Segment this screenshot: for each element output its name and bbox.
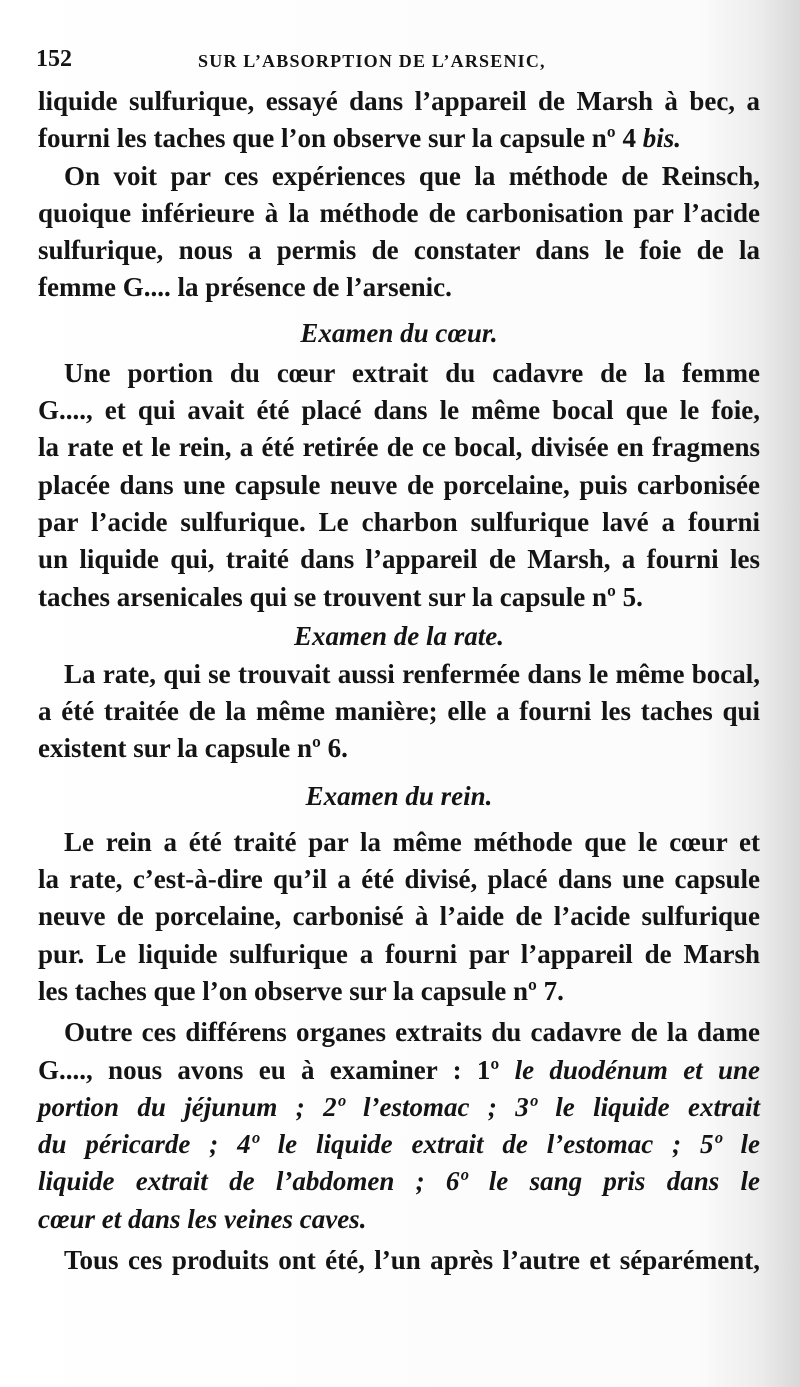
text-line: sulfurique, nous a permis de constater dans le foie de la [38,235,760,266]
text-line: placée dans une capsule neuve de porcelaine, puis carbonisée [38,469,760,500]
text-line: Une portion du cœur extrait du cadavre de la femme [64,357,760,388]
text-line: quoique inférieure à la méthode de carbonisation par l’acide [38,197,760,228]
text-line-italic: portion du jéjunum ; 2º l’estomac ; 3º le liquide extrait [38,1091,760,1122]
text-line: la rate et le rein, a été retirée de ce bocal, divisée en fragmens [38,432,760,463]
text-line: neuve de porcelaine, carbonisé à l’aide de l’acide sulfurique [38,901,760,932]
text-segment: fourni les taches que l’on observe sur la capsule nº 4 [38,123,643,154]
text-line: pur. Le liquide sulfurique a fourni par l’appareil de Marsh [38,938,760,969]
text-line: Tous ces produits ont été, l’un après l’autre et séparément, [64,1245,760,1276]
text-line: Le rein a été traité par la même méthode que le cœur et [64,826,760,857]
section-heading-coeur: Examen du cœur. [300,317,498,348]
text-line: liquide sulfurique, essayé dans l’appareil de Marsh à bec, a [38,86,760,116]
text-line: existent sur la capsule nº 6. [38,733,348,764]
text-line: les taches que l’on observe sur la capsule nº 7. [38,975,564,1006]
page-number: 152 [36,46,72,72]
page-header [36,44,776,78]
text-line: Outre ces différens organes extraits du cadavre de la dame [64,1017,760,1048]
body-text [38,83,760,1279]
text-line-italic: liquide extrait de l’abdomen ; 6º le sang pris dans le [38,1166,760,1197]
text-segment-italic: bis. [642,123,681,154]
text-line: La rate, qui se trouvait aussi renfermée dans le même bocal, [64,658,760,689]
text-line [38,120,760,157]
text-line [38,1052,760,1089]
text-line: On voit par ces expériences que la méthode de Reinsch, [64,160,760,191]
text-line-italic: du péricarde ; 4º le liquide extrait de l’estomac ; 5º le [38,1129,760,1160]
spacer [38,768,760,776]
spacer [38,816,760,824]
text-line-italic: cœur et dans les veines caves. [38,1203,367,1234]
section-heading-rate: Examen de la rate. [294,620,504,651]
text-line: la rate, c’est-à-dire qu’il a été divisé, placé dans une capsule [38,864,760,895]
text-line: G...., et qui avait été placé dans le même bocal que le foie, [38,395,760,426]
text-line: femme G.... la présence de l’arsenic. [38,272,452,303]
text-line: a été traitée de la même manière; elle a fourni les taches qui [38,696,760,727]
running-head: SUR L’ABSORPTION DE L’ARSENIC, [198,51,546,71]
text-line: un liquide qui, traité dans l’appareil de Marsh, a fourni les [38,544,760,575]
text-line: taches arsenicales qui se trouvent sur la capsule nº 5. [38,581,643,612]
text-segment-italic: le duodénum et une [514,1054,760,1085]
text-segment: G...., nous avons eu à examiner : 1º [38,1054,515,1085]
text-line: par l’acide sulfurique. Le charbon sulfurique lavé a fourni [38,506,760,537]
section-heading-rein: Examen du rein. [305,780,493,811]
